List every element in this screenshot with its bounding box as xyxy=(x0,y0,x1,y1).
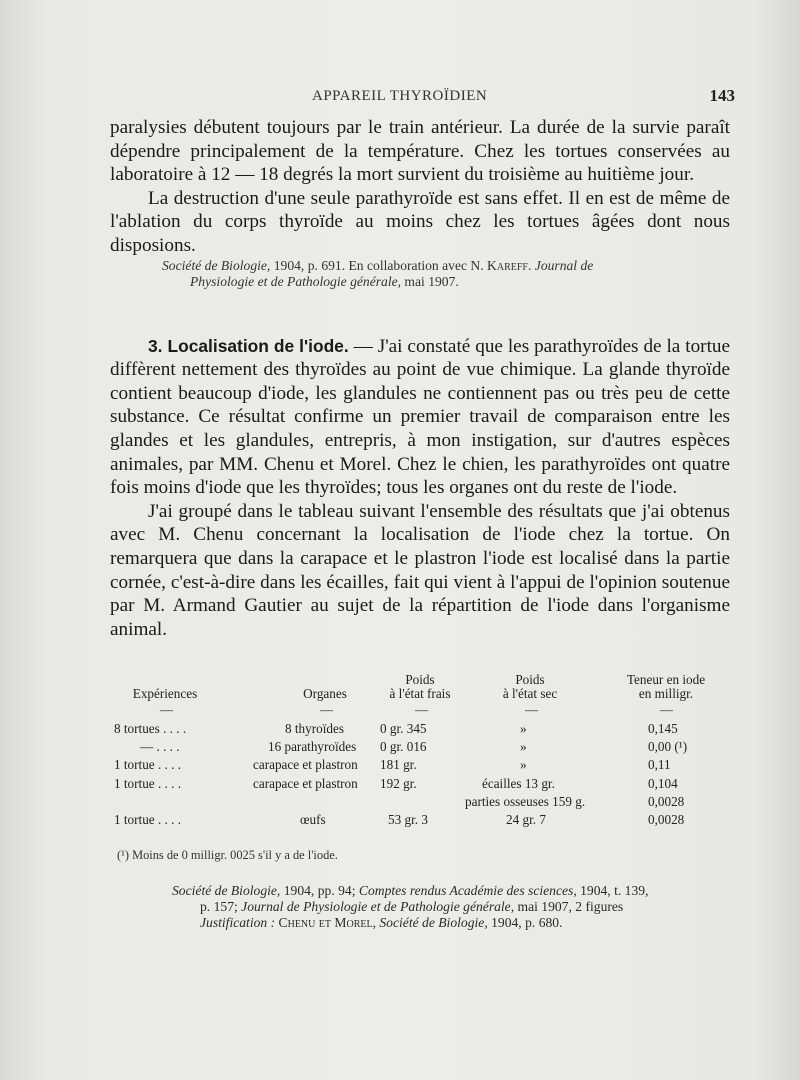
ref2-d: 1904, t. 139, xyxy=(576,883,649,898)
header-teneur xyxy=(606,673,726,701)
ref2-c: Comptes rendus Académie des sciences, xyxy=(358,883,577,898)
dash: — xyxy=(160,702,173,717)
dash: — xyxy=(320,702,333,717)
cell-poids-sec: » xyxy=(520,739,527,755)
ref2-j: Société de Biologie, xyxy=(375,915,488,931)
cell-experience: 1 tortue . . . . xyxy=(114,811,182,827)
cell-iode: 0,0028 xyxy=(648,793,685,809)
header-teneur-1: Teneur en iode xyxy=(626,672,706,687)
ref2-k: 1904, p. 680. xyxy=(487,915,563,931)
paragraph-1: paralysies débutent toujours par le train antérieur. La durée de la survie paraît dépendre principalement de la température. Chez les tortues conservées au laboratoire à 12 — 18 degrés la mort survient du troisième au huitième jour. xyxy=(110,117,730,186)
ref1-journal-2: Journal de xyxy=(531,257,594,273)
header-poids-sec xyxy=(480,673,580,701)
ref1-text: 1904, p. 691. En collaboration avec N. xyxy=(270,257,488,273)
header-poids-sec-2: à l'état sec xyxy=(502,686,558,701)
dash: — xyxy=(525,702,538,717)
table-row xyxy=(110,720,730,738)
cell-poids-frais: 53 gr. 3 xyxy=(388,811,428,827)
cell-organe: carapace et plastron xyxy=(253,757,358,773)
cell-poids-frais: 0 gr. 016 xyxy=(380,739,427,755)
cell-experience: 8 tortues . . . . xyxy=(114,721,187,736)
ref1-journal: Société de Biologie, xyxy=(162,257,271,273)
body-text xyxy=(110,116,730,641)
paragraph-2: La destruction d'une seule parathyroïde est sans effet. Il en est de même de l'ablation du corps thyroïde au moins chez les tortues âgées dont nous disposions. xyxy=(110,187,730,256)
ref2-a: Société de Biologie, xyxy=(172,883,281,898)
cell-organe: 16 parathyroïdes xyxy=(268,739,357,755)
cell-poids-sec: » xyxy=(520,721,527,736)
table-row xyxy=(110,775,730,793)
cell-iode: 0,145 xyxy=(648,721,678,736)
ref1-author: Kareff. xyxy=(487,257,532,273)
reference-1 xyxy=(110,258,730,291)
cell-poids-sec: parties osseuses 159 g. xyxy=(465,793,586,809)
cell-poids-sec: » xyxy=(520,757,527,773)
header-poids-frais xyxy=(370,673,470,701)
header-poids-sec-1: Poids xyxy=(515,672,545,687)
ref2-g: mai 1907, 2 figures xyxy=(514,899,624,915)
cell-poids-sec: écailles 13 gr. xyxy=(482,775,555,791)
table-row xyxy=(110,738,730,756)
footnote: (¹) Moins de 0 milligr. 0025 s'il y a de l'iode. xyxy=(117,848,338,862)
cell-poids-frais: 0 gr. 345 xyxy=(380,721,427,736)
cell-iode: 0,00 (¹) xyxy=(648,739,688,755)
ref1-journal-3: Physiologie et de Pathologie générale, xyxy=(190,274,402,290)
section-3-title: 3. Localisation de l'iode. xyxy=(148,335,349,356)
cell-organe: œufs xyxy=(300,811,326,827)
section-3 xyxy=(110,335,730,500)
header-poids-frais-2: à l'état frais xyxy=(389,686,451,701)
ref2-b: 1904, pp. 94; xyxy=(280,883,359,898)
cell-iode: 0,11 xyxy=(648,757,671,773)
table-row xyxy=(110,793,730,811)
page-header xyxy=(110,86,735,110)
reference-2 xyxy=(172,883,742,932)
ref2-e: p. 157; xyxy=(200,899,242,915)
header-experiences: Expériences xyxy=(132,686,198,701)
page-number: 143 xyxy=(709,86,735,105)
running-head: APPAREIL THYROÏDIEN xyxy=(312,88,488,104)
dash: — xyxy=(415,702,428,717)
cell-experience: 1 tortue . . . . xyxy=(114,757,182,773)
ref1-date: mai 1907. xyxy=(401,274,459,290)
cell-organe: 8 thyroïdes xyxy=(285,721,344,736)
header-teneur-2: en milligr. xyxy=(638,686,694,701)
cell-poids-sec: 24 gr. 7 xyxy=(506,811,546,827)
cell-experience: — . . . . xyxy=(140,739,180,755)
iodine-table xyxy=(110,672,730,829)
header-organes: Organes xyxy=(303,686,347,701)
table-header xyxy=(110,672,730,720)
table-body xyxy=(110,720,730,829)
cell-experience: 1 tortue . . . . xyxy=(114,775,182,791)
paragraph-4: J'ai groupé dans le tableau suivant l'ensemble des résultats que j'ai obtenus avec M. Chenu concernant la localisation de l'iode chez la tortue. On remarquera que dans la carapace et le plastron l'iode est localisé dans la partie cornée, c'est-à-dire dans les écailles, fait qui vient à l'appui de l'opinion soutenue par M. Armand Gautier au sujet de la répartition de l'iode dans l'organisme animal. xyxy=(110,500,730,640)
ref2-f: Journal de Physiologie et de Pathologie générale, xyxy=(241,899,515,915)
cell-organe: carapace et plastron xyxy=(253,775,358,791)
cell-iode: 0,104 xyxy=(648,775,678,791)
section-3-text: — J'ai constaté que les parathyroïdes de la tortue diffèrent nettement des thyroïdes au point de vue chimique. La glande thyroïde contient beaucoup d'iode, les glandules ne contiennent pas ou très peu de cette substance. Ce résultat confirme un premier travail de comparaison entre les glandes et les glandules, entrepris, à mon instigation, sur d'autres espèces animales, par MM. Chenu et Morel. Chez le chien, les parathyroïdes ont quatre fois moins d'iode que les thyroïdes; tous les organes ont du reste de l'iode. xyxy=(110,335,731,499)
ref2-h: Justification : xyxy=(200,915,279,931)
dash: — xyxy=(660,702,673,717)
header-poids-frais-1: Poids xyxy=(405,672,435,687)
cell-poids-frais: 181 gr. xyxy=(380,757,417,773)
cell-iode: 0,0028 xyxy=(648,811,685,827)
cell-poids-frais: 192 gr. xyxy=(380,775,417,791)
ref2-i: Chenu et Morel, xyxy=(278,915,376,931)
table-row xyxy=(110,811,730,829)
table-row xyxy=(110,756,730,774)
